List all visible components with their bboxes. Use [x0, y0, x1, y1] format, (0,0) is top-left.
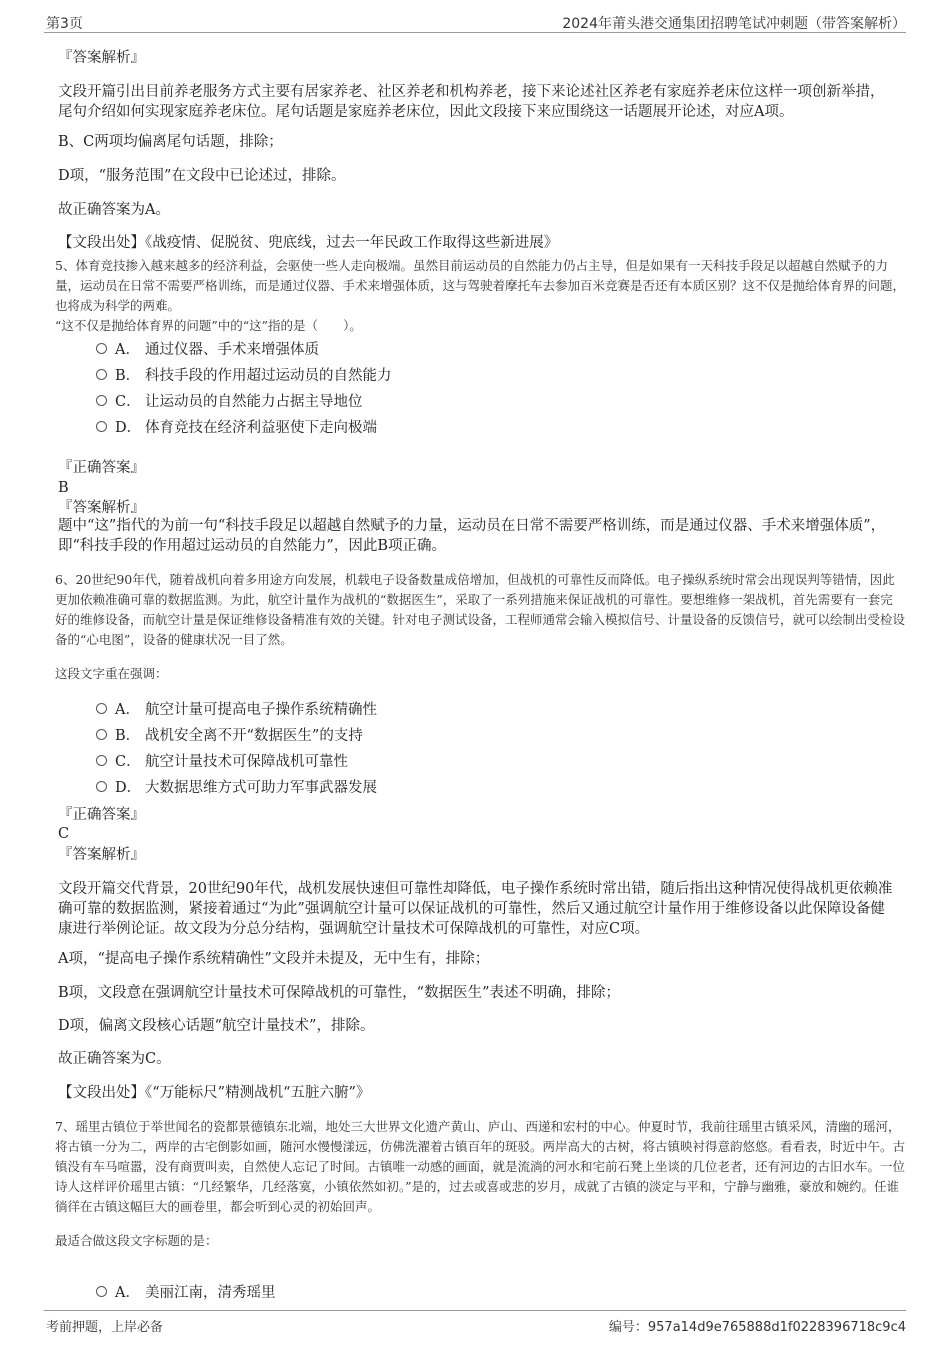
- analysis-paragraph: B项，文段意在强调航空计量技术可保障战机的可靠性，“数据医生”表述不明确，排除；: [58, 985, 620, 1001]
- option-d[interactable]: D． 大数据思维方式可助力军事武器发展: [96, 777, 377, 799]
- analysis-paragraph: 文段开篇引出目前养老服务方式主要有居家养老、社区养老和机构养老，接下来论述社区养老有家庭养老床位这样一项创新举措，尾句介绍如何实现家庭养老床位。尾句话题是家庭养老床位，因此文段接下来应围绕这一话题展开论述，对应A项。: [58, 84, 885, 120]
- footer-slogan: 考前押题，上岸必备: [46, 1320, 164, 1335]
- option-a[interactable]: A． 通过仪器、手术来增强体质: [96, 339, 319, 361]
- analysis-paragraph: A项，“提高电子操作系统精确性”文段并未提及，无中生有，排除；: [58, 951, 490, 967]
- correct-answer-label: 『正确答案』: [58, 807, 145, 823]
- option-d[interactable]: D． 体育竞技在经济利益驱使下走向极端: [96, 417, 377, 439]
- correct-answer: B: [58, 480, 69, 496]
- radio-icon[interactable]: [96, 421, 107, 432]
- analysis-paragraph: 故正确答案为A。: [58, 202, 170, 218]
- question-prompt: “这不仅是抛给体育界的问题”中的“这”指的是（ ）。: [55, 318, 362, 333]
- radio-icon[interactable]: [96, 369, 107, 380]
- analysis-paragraph: 题中“这”指代的为前一句“科技手段足以超越自然赋予的力量，运动员在日常不需要严格训练，而是通过仪器、手术来增强体质”，即“科技手段的作用超过运动员的自然能力”，因此B项正确。: [58, 518, 886, 554]
- analysis-paragraph: D项，“服务范围”在文段中已论述过，排除。: [58, 168, 346, 184]
- option-a[interactable]: A． 美丽江南，清秀瑶里: [96, 1282, 276, 1304]
- document-id: 编号：957a14d9e765888d1f0228396718c9c4: [608, 1320, 906, 1335]
- radio-icon[interactable]: [96, 755, 107, 766]
- correct-answer-label: 『正确答案』: [58, 460, 145, 476]
- option-c[interactable]: C． 航空计量技术可保障战机可靠性: [96, 751, 348, 773]
- source-citation: 【文段出处】《战疫情、促脱贫、兜底线，过去一年民政工作取得这些新进展》: [58, 235, 559, 251]
- analysis-label: 『答案解析』: [58, 500, 145, 516]
- page-footer: [0, 1308, 950, 1345]
- radio-icon[interactable]: [96, 781, 107, 792]
- radio-icon[interactable]: [96, 343, 107, 354]
- analysis-label: 『答案解析』: [58, 50, 145, 66]
- question-stem: 7、瑶里古镇位于举世闻名的瓷都景德镇东北端，地处三大世界文化遗产黄山、庐山、西递和宏村的中心。仲夏时节，我前往瑶里古镇采风，清幽的瑶河，将古镇一分为二，两岸的古宅倒影如画，随河水慢慢漾远，仿佛洗濯着古镇百年的斑驳。两岸高大的古树，将古镇映衬得意韵悠悠。看看表，时近中午。古镇没有车马喧嚣，没有商贾叫卖，自然使人忘记了时间。古镇唯一动感的画面，就是流淌的河水和宅前石凳上坐谈的几位老者，还有河边的古旧水车。一位诗人这样评价瑶里古镇：“几经繁华，几经落寞，小镇依然如初。”是的，过去或喜或悲的岁月，成就了古镇的淡定与平和，宁静与幽雅，豪放和婉约。任谁徜徉在古镇这幅巨大的画卷里，都会听到心灵的初始回声。: [55, 1119, 906, 1214]
- question-prompt: 最适合做这段文字标题的是：: [55, 1233, 218, 1248]
- analysis-paragraph: 故正确答案为C。: [58, 1051, 171, 1067]
- question-stem: 6、20世纪90年代，随着战机向着多用途方向发展，机载电子设备数量成倍增加，但战机的可靠性反而降低。电子操纵系统时常会出现误判等错情，因此更加依赖准确可靠的数据监测。为此，航空计量作为战机的“数据医生”，采取了一系列措施来保证战机的可靠性。要想维修一架战机，首先需要有一套完好的维修设备，而航空计量是保证维修设备精准有效的关键。针对电子测试设备，工程师通常会输入模拟信号、计量设备的反馈信号，就可以绘制出受检设备的“心电图”，设备的健康状况一目了然。: [55, 572, 906, 647]
- analysis-paragraph: D项，偏离文段核心话题“航空计量技术”，排除。: [58, 1018, 375, 1034]
- radio-icon[interactable]: [96, 729, 107, 740]
- option-c[interactable]: C． 让运动员的自然能力占据主导地位: [96, 391, 363, 413]
- document-title: 2024年莆头港交通集团招聘笔试冲刺题（带答案解析）: [562, 16, 906, 32]
- option-b[interactable]: B． 战机安全离不开“数据医生”的支持: [96, 725, 363, 747]
- source-citation: 【文段出处】《“万能标尺”精测战机“五脏六腑”》: [58, 1085, 371, 1101]
- analysis-paragraph: 文段开篇交代背景，20世纪90年代，战机发展快速但可靠性却降低，电子操作系统时常出错，随后指出这种情况使得战机更依赖准确可靠的数据监测，紧接着通过“为此”强调航空计量可以保证战机的可靠性，然后又通过航空计量作用于维修设备以此保障设备健康进行举例论证。故文段为分总分结构，强调航空计量技术可保障战机的可靠性，对应C项。: [58, 881, 893, 937]
- radio-icon[interactable]: [96, 395, 107, 406]
- analysis-label: 『答案解析』: [58, 847, 145, 863]
- radio-icon[interactable]: [96, 1286, 107, 1297]
- option-a[interactable]: A． 航空计量可提高电子操作系统精确性: [96, 699, 377, 721]
- radio-icon[interactable]: [96, 703, 107, 714]
- page-number: 第3页: [46, 16, 83, 32]
- analysis-paragraph: B、C两项均偏离尾句话题，排除；: [58, 134, 283, 150]
- page-header: [0, 0, 950, 34]
- correct-answer: C: [58, 826, 70, 842]
- option-b[interactable]: B． 科技手段的作用超过运动员的自然能力: [96, 365, 392, 387]
- question-stem: 5、体育竞技掺入越来越多的经济利益，会驱使一些人走向极端。虽然目前运动员的自然能力仍占主导，但是如果有一天科技手段足以超越自然赋予的力量，运动员在日常不需要严格训练，而是通过仪器、手术来增强体质，这与驾驶着摩托车去参加百米竞赛是否还有本质区别？这不仅是抛给体育界的问题，也将成为科学的两难。: [55, 258, 906, 313]
- footer-divider: [44, 1310, 906, 1311]
- question-prompt: 这段文字重在强调：: [55, 666, 168, 681]
- header-divider: [44, 32, 906, 33]
